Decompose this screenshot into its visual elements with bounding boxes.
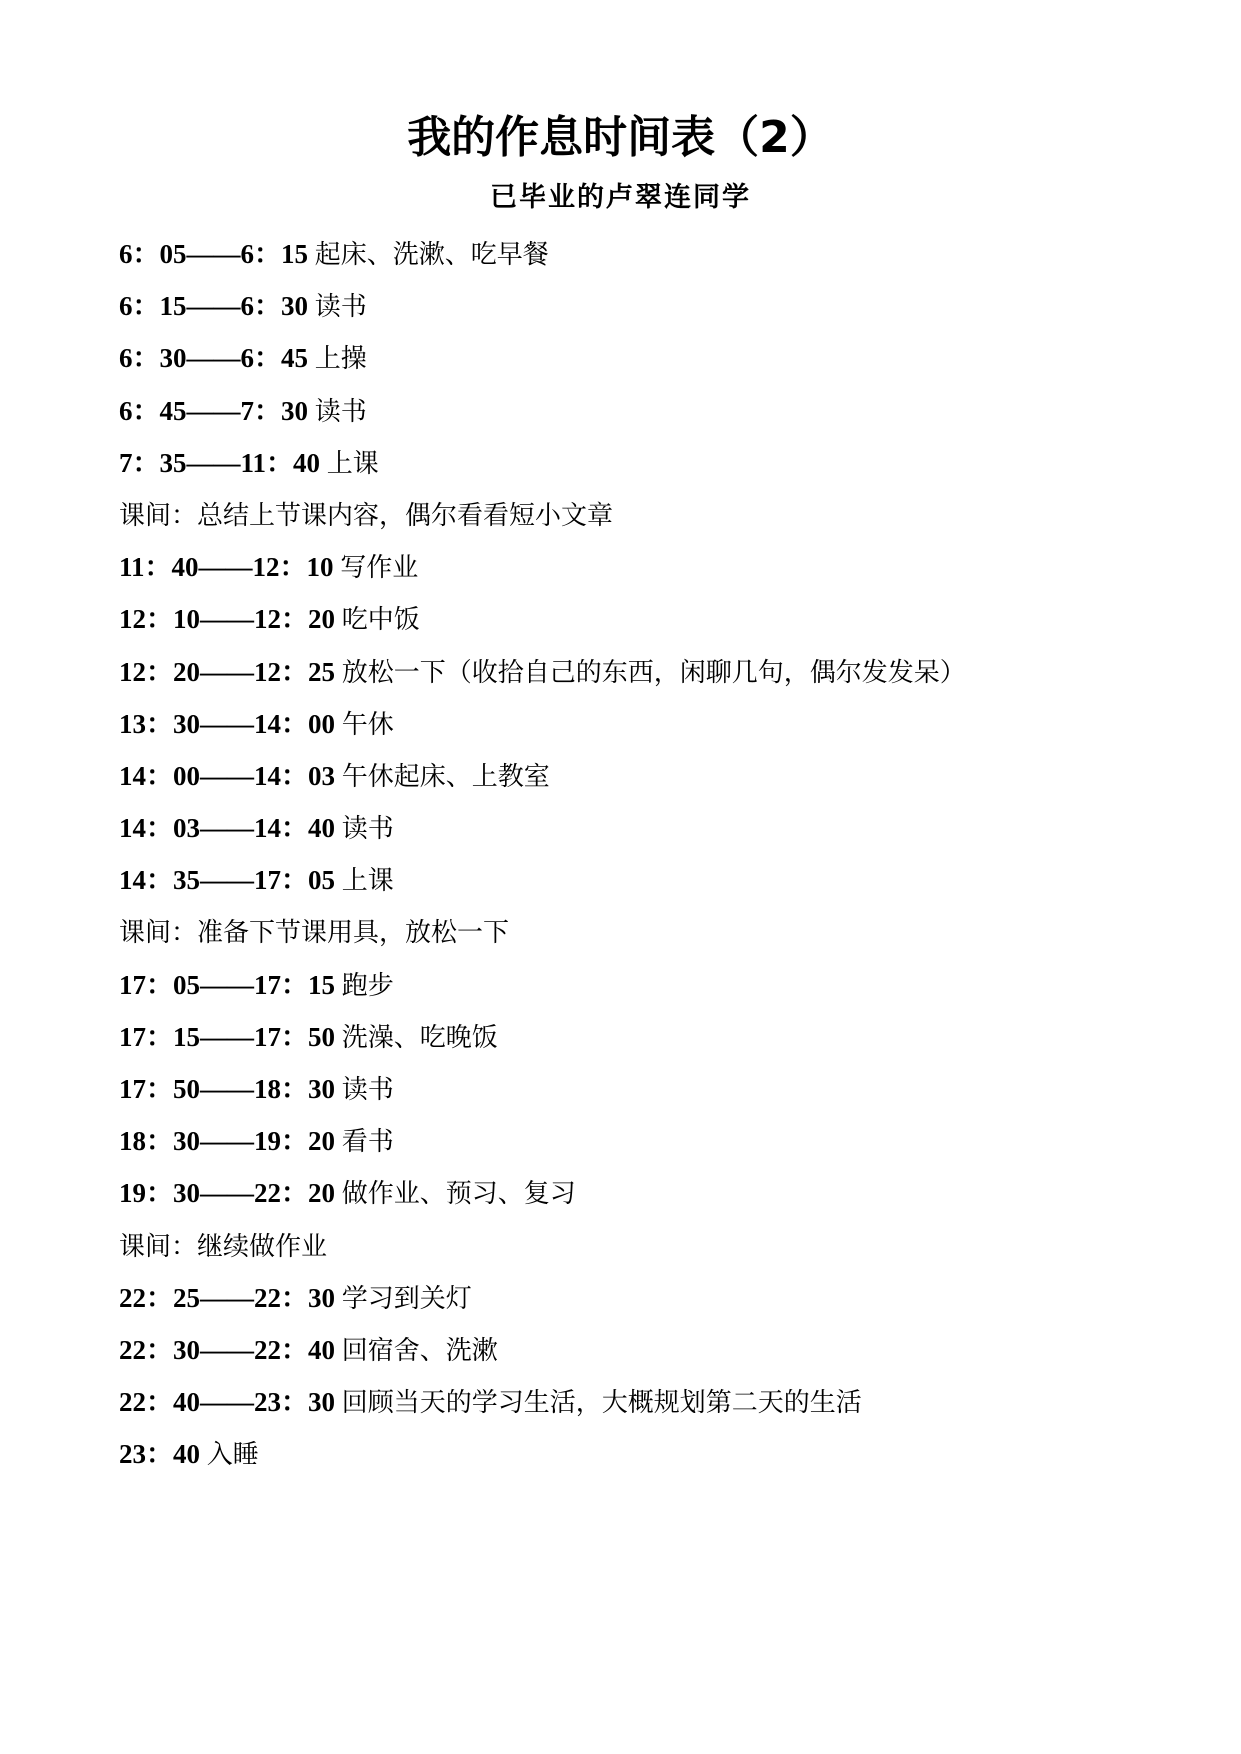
entry-time: 11：40——12：10 (119, 552, 334, 583)
entry-activity: 上课 (341, 866, 394, 897)
break-note (119, 910, 1159, 962)
entry-time: 22：25——22：30 (119, 1282, 335, 1313)
break-note-text: 课间：总结上节课内容，偶尔看看短小文章 (119, 500, 614, 531)
entry-activity: 起床、洗漱、吃早餐 (314, 240, 549, 270)
entry-activity: 上操 (314, 344, 367, 375)
entry-time: 14：00——14：03 (119, 760, 335, 791)
schedule-entry (119, 1119, 1159, 1171)
entry-activity: 回顾当天的学习生活，大概规划第二天的生活 (341, 1388, 862, 1419)
schedule-entry (119, 1276, 1159, 1328)
entry-activity: 读书 (341, 1075, 394, 1105)
entry-time: 6：45——7：30 (119, 395, 308, 426)
entry-time: 23：40 (119, 1439, 200, 1470)
schedule-entry (119, 1171, 1159, 1223)
entry-time: 18：30——19：20 (119, 1126, 335, 1157)
schedule-entry (119, 963, 1159, 1015)
entry-time: 22：40——23：30 (119, 1387, 335, 1418)
entry-time: 14：03——14：40 (119, 813, 335, 844)
schedule-entry (119, 336, 1159, 388)
schedule-entry (119, 1432, 1159, 1484)
entry-time: 6：30——6：45 (119, 343, 308, 374)
schedule-entry (119, 1067, 1159, 1119)
entry-activity: 入睡 (206, 1440, 259, 1471)
entry-time: 14：35——17：05 (119, 865, 335, 896)
schedule-entry (119, 232, 1159, 284)
page-subtitle: 已毕业的卢翠连同学 (490, 182, 751, 213)
entry-activity: 学习到关灯 (341, 1283, 472, 1314)
entry-time: 13：30——14：00 (119, 708, 335, 739)
entry-activity: 洗澡、吃晚饭 (341, 1022, 498, 1053)
schedule-list (119, 232, 1159, 1485)
break-note-text: 课间：准备下节课用具，放松一下 (119, 918, 510, 949)
schedule-entry (119, 650, 1159, 702)
schedule-entry (119, 858, 1159, 910)
entry-activity: 读书 (314, 292, 367, 323)
entry-activity: 看书 (341, 1127, 394, 1158)
entry-activity: 跑步 (341, 970, 394, 1001)
schedule-entry (119, 1328, 1159, 1380)
entry-time: 6：15——6：30 (119, 291, 308, 322)
entry-activity: 做作业、预习、复习 (341, 1179, 576, 1210)
entry-activity: 读书 (314, 396, 367, 427)
schedule-entry (119, 284, 1159, 336)
entry-time: 17：50——18：30 (119, 1074, 335, 1104)
entry-time: 6：05——6：15 (119, 239, 308, 269)
schedule-entry (119, 441, 1159, 493)
entry-activity: 上课 (326, 448, 379, 479)
schedule-entry (119, 702, 1159, 754)
break-note (119, 493, 1159, 545)
schedule-entry (119, 1380, 1159, 1432)
schedule-entry (119, 545, 1159, 597)
entry-activity: 读书 (341, 814, 394, 845)
schedule-entry (119, 597, 1159, 649)
entry-activity: 写作业 (340, 553, 419, 584)
entry-activity: 吃中饭 (341, 605, 420, 636)
entry-time: 17：05——17：15 (119, 969, 335, 1000)
break-note-text: 课间：继续做作业 (119, 1231, 328, 1262)
entry-time: 22：30——22：40 (119, 1334, 335, 1365)
entry-time: 12：20——12：25 (119, 656, 335, 687)
entry-activity: 午休起床、上教室 (341, 761, 550, 792)
entry-time: 19：30——22：20 (119, 1178, 335, 1209)
entry-time: 7：35——11：40 (119, 447, 321, 478)
schedule-entry (119, 754, 1159, 806)
entry-activity: 放松一下（收拾自己的东西，闲聊几句，偶尔发发呆） (341, 657, 966, 688)
schedule-entry (119, 1015, 1159, 1067)
schedule-entry (119, 389, 1159, 441)
page-title: 我的作息时间表（2） (407, 112, 834, 163)
entry-activity: 午休 (341, 709, 394, 740)
entry-activity: 回宿舍、洗漱 (341, 1335, 498, 1366)
break-note (119, 1224, 1159, 1276)
schedule-entry (119, 806, 1159, 858)
entry-time: 17：15——17：50 (119, 1021, 335, 1052)
entry-time: 12：10——12：20 (119, 604, 335, 635)
